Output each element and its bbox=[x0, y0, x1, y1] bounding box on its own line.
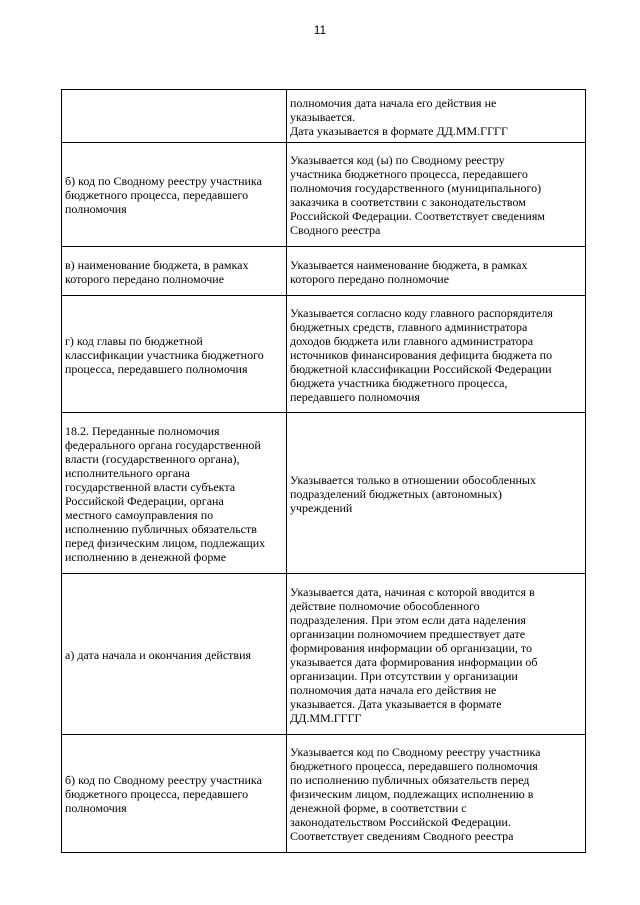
field-description-cell: Указывается только в отношении обособленных подразделений бюджетных (автономных) учреждений bbox=[287, 413, 586, 574]
table-row bbox=[62, 413, 586, 574]
table-row bbox=[62, 143, 586, 247]
table-row bbox=[62, 247, 586, 296]
table-row bbox=[62, 574, 586, 735]
field-name-cell: 18.2. Переданные полномочия федерального органа государственной власти (государственного органа), исполнительного органа государственной власти субъекта Российской Федерации, органа местного самоуправления по исполнению публичных обязательств перед физическим лицом, подлежащих исполнению в денежной форме bbox=[62, 413, 287, 574]
table-row bbox=[62, 90, 586, 143]
page-number: 11 bbox=[313, 23, 327, 37]
field-name-cell: а) дата начала и окончания действия bbox=[62, 574, 287, 735]
field-name-cell: б) код по Сводному реестру участника бюджетного процесса, передавшего полномочия bbox=[62, 143, 287, 247]
field-description-cell: Указывается код по Сводному реестру участника бюджетного процесса, передавшего полномочия по исполнению публичных обязательств перед физическим лицом, подлежащих исполнению в денежной форме, в соответствии с законодательством Российской Федерации. Соответствует сведениям Сводного реестра bbox=[287, 735, 586, 853]
field-description-cell: Указывается код (ы) по Сводному реестру участника бюджетного процесса, передавшего полномочия государственного (муниципального) заказчика в соответствии с законодательством Российской Федерации. Соответствует сведениям Сводного реестра bbox=[287, 143, 586, 247]
field-description-cell: Указывается согласно коду главного распорядителя бюджетных средств, главного администратора доходов бюджета или главного администратора источников финансирования дефицита бюджета по бюджетной классификации Российской Федерации бюджета участника бюджетного процесса, передавшего полномочия bbox=[287, 296, 586, 413]
table-row bbox=[62, 296, 586, 413]
field-name-cell: в) наименование бюджета, в рамках которого передано полномочие bbox=[62, 247, 287, 296]
field-name-cell bbox=[62, 90, 287, 143]
field-name-cell: б) код по Сводному реестру участника бюджетного процесса, передавшего полномочия bbox=[62, 735, 287, 853]
requisites-table bbox=[61, 89, 586, 853]
field-description-cell: Указывается дата, начиная с которой вводится в действие полномочие обособленного подразделения. При этом если дата наделения организации полномочием предшествует дате формирования информации об организации, то указывается дата формирования информации об организации. При отсутствии у организации полномочия дата начала его действия не указывается. Дата указывается в формате ДД.ММ.ГГГГ bbox=[287, 574, 586, 735]
field-description-cell: Указывается наименование бюджета, в рамках которого передано полномочие bbox=[287, 247, 586, 296]
field-description-cell: полномочия дата начала его действия не указывается. Дата указывается в формате ДД.ММ.ГГГГ bbox=[287, 90, 586, 143]
table-row bbox=[62, 735, 586, 853]
field-name-cell: г) код главы по бюджетной классификации участника бюджетного процесса, передавшего полномочия bbox=[62, 296, 287, 413]
